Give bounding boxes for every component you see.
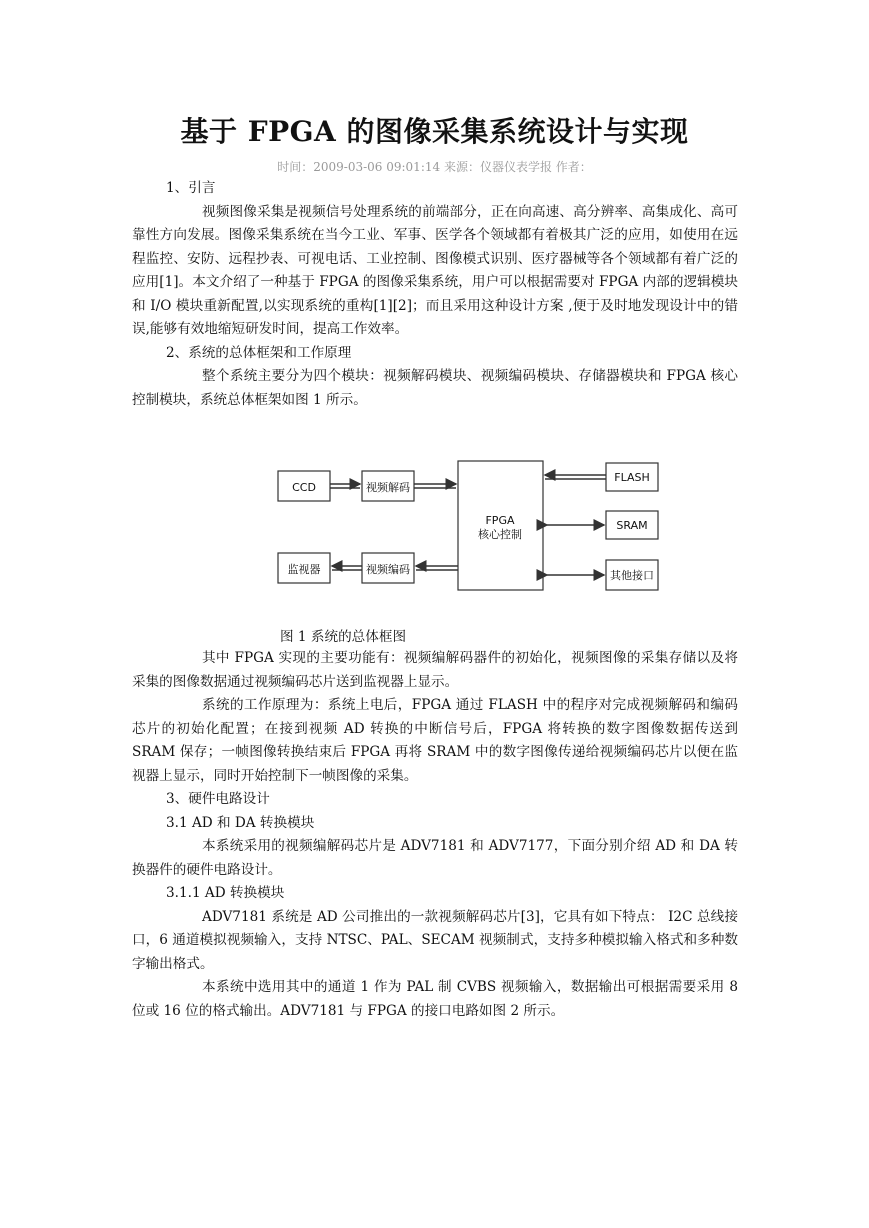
section-2-heading: 2、系统的总体框架和工作原理: [166, 344, 352, 361]
section-2-paragraph-1: 整个系统主要分为四个模块：视频解码模块、视频编码模块、存储器模块和 FPGA 核心控制模块，系统总体框架如图 1 所示。: [132, 368, 738, 408]
ccd-label: CCD: [292, 481, 316, 494]
article-title: 基于 FPGA 的图像采集系统设计与实现: [180, 115, 689, 148]
section-3-1-1-paragraph-2: 本系统中选用其中的通道 1 作为 PAL 制 CVBS 视频输入，数据输出可根据需要采用 8 位或 16 位的格式输出。ADV7181 与 FPGA 的接口电路如图 2 所示。: [132, 979, 738, 1019]
section-1-heading: 1、引言: [166, 180, 216, 196]
section-3-1-paragraph: 本系统采用的视频编解码芯片是 ADV7181 和 ADV7177，下面分别介绍 AD 和 DA 转换器件的硬件电路设计。: [132, 838, 738, 878]
text-block-top: [132, 177, 738, 412]
flash-label: FLASH: [614, 471, 650, 484]
section-3-1-heading: 3.1 AD 和 DA 转换模块: [166, 814, 315, 831]
section-3-1-1-paragraph-1: ADV7181 系统是 AD 公司推出的一款视频解码芯片[3]，它具有如下特点： I2C 总线接口，6 通道模拟视频输入，支持 NTSC、PAL、SECAM 视频制式，支持多种模拟输入格式和多种数字输出格式。: [132, 908, 738, 972]
fpga-label-1: FPGA: [485, 514, 515, 527]
fpga-label-2: 核心控制: [478, 528, 522, 541]
section-1-paragraph: 视频图像采集是视频信号处理系统的前端部分，正在向高速、高分辨率、高集成化、高可靠性方向发展。图像采集系统在当今工业、军事、医学各个领域都有着极其广泛的应用，如使用在远程监控、安防、远程抄表、可视电话、工业控制、图像模式识别、医疗器械等各个领域都有着广泛的应用[1]。本文介绍了一种基于 FPGA 的图像采集系统，用户可以根据需要对 FPGA 内部的逻辑模块和 I/O 模块重新配置,以实现系统的重构[1][2]；而且采用这种设计方案 ,便于及时地发现设计中的错误,能够有效地缩短研发时间，提高工作效率。: [132, 203, 738, 337]
figure-1-caption: 图 1 系统的总体框图: [280, 629, 407, 645]
sram-label: SRAM: [616, 519, 648, 532]
section-3-heading: 3、硬件电路设计: [166, 791, 270, 807]
section-2-paragraph-3: 系统的工作原理为：系统上电后，FPGA 通过 FLASH 中的程序对完成视频解码和编码芯片的初始化配置；在接到视频 AD 转换的中断信号后，FPGA 将转换的数字图像数据传送到 SRAM 保存；一帧图像转换结束后 FPGA 再将 SRAM 中的数字图像传递给视频编码芯片以便在监视器上显示，同时开始控制下一帧图像的采集。: [132, 697, 738, 784]
video-encoder-label: 视频编码: [366, 563, 410, 576]
monitor-label: 监视器: [287, 563, 321, 576]
video-decoder-label: 视频解码: [366, 481, 410, 494]
other-interface-label: 其他接口: [610, 569, 654, 582]
figure-1-diagram: [270, 456, 665, 606]
section-2-paragraph-2: 其中 FPGA 实现的主要功能有：视频编解码器件的初始化，视频图像的采集存储以及将采集的图像数据通过视频编码芯片送到监视器上显示。: [132, 650, 738, 690]
section-3-1-1-heading: 3.1.1 AD 转换模块: [166, 885, 285, 901]
article-meta: 时间：2009-03-06 09:01:14 来源：仪器仪表学报 作者：: [277, 160, 592, 174]
text-block-bottom: [132, 647, 738, 1023]
block-diagram-svg: [270, 456, 665, 606]
